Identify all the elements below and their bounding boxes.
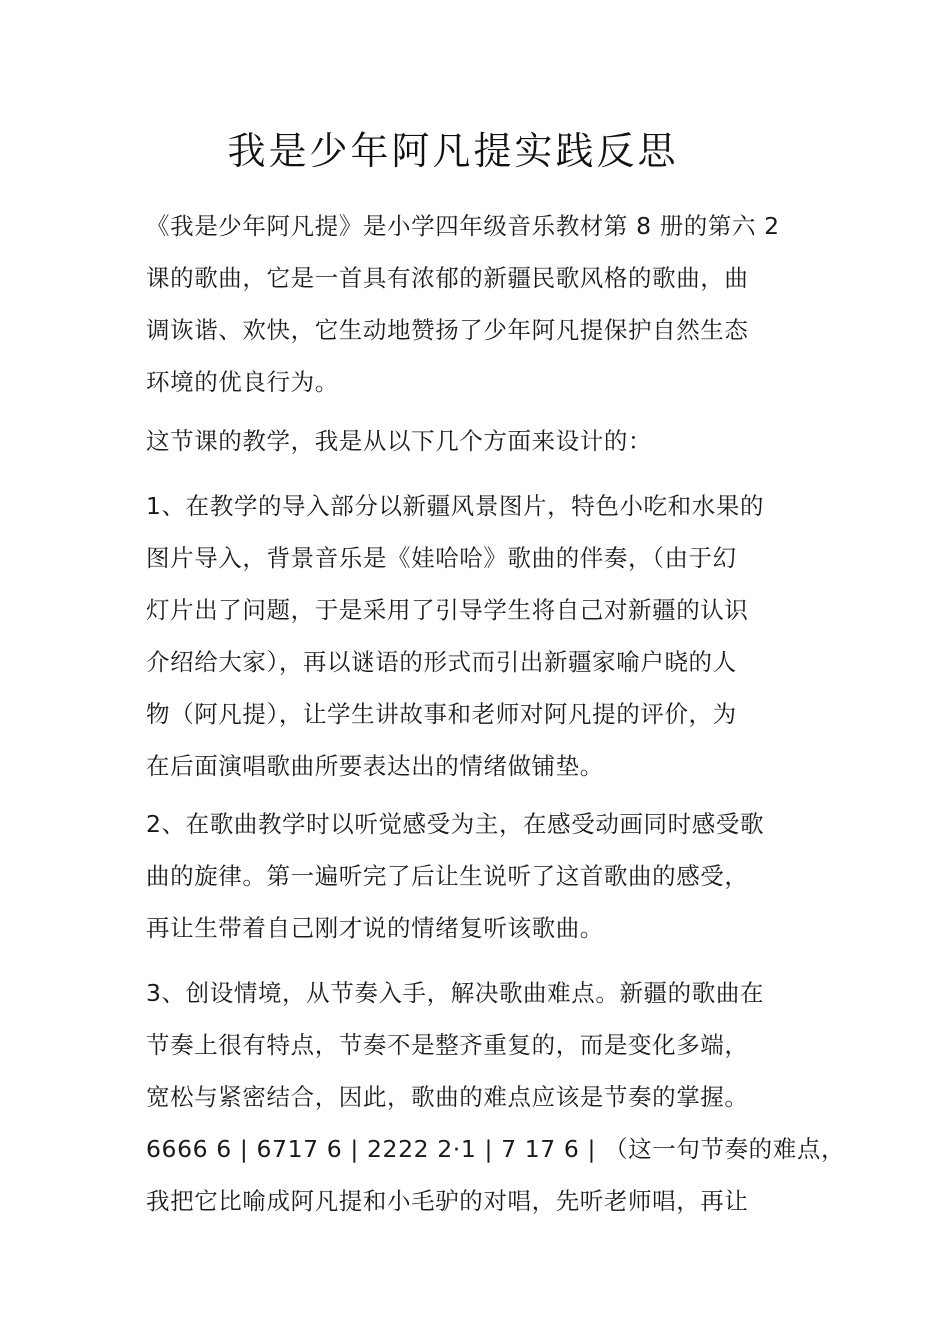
text-line: 物（阿凡提），让学生讲故事和老师对阿凡提的评价，为 xyxy=(146,700,737,728)
text-line: 1、在教学的导入部分以新疆风景图片，特色小吃和水果的 xyxy=(146,492,765,520)
text-line: 节奏上很有特点，节奏不是整齐重复的，而是变化多端， xyxy=(146,1031,749,1059)
text-line: 这节课的教学，我是从以下几个方面来设计的： xyxy=(146,427,653,455)
document-title: 我是少年阿凡提实践反思 xyxy=(227,129,679,173)
text-line: 再让生带着自己刚才说的情绪复听该歌曲。 xyxy=(146,914,604,942)
text-line: 在后面演唱歌曲所要表达出的情绪做铺垫。 xyxy=(146,752,604,780)
paragraph-design-overview xyxy=(146,415,816,467)
text-line: 3、创设情境，从节奏入手，解决歌曲难点。新疆的歌曲在 xyxy=(146,979,765,1007)
text-line: 6666 6 | 6717 6 | 2222 2·1 | 7 17 6 | （这一句节奏的难点， xyxy=(146,1135,846,1163)
text-line: 我把它比喻成阿凡提和小毛驴的对唱，先听老师唱，再让 xyxy=(146,1187,749,1215)
text-line: 曲的旋律。第一遍听完了后让生说听了这首歌曲的感受， xyxy=(146,862,749,890)
text-line: 2、在歌曲教学时以听觉感受为主，在感受动画同时感受歌 xyxy=(146,810,765,838)
paragraph-intro xyxy=(146,200,816,408)
text-line: 介绍给大家），再以谜语的形式而引出新疆家喻户晓的人 xyxy=(146,648,737,676)
text-line: 课的歌曲，它是一首具有浓郁的新疆民歌风格的歌曲，曲 xyxy=(146,264,749,292)
text-line: 灯片出了问题，于是采用了引导学生将自己对新疆的认识 xyxy=(146,596,749,624)
paragraph-point-1 xyxy=(146,480,816,792)
paragraph-point-2 xyxy=(146,798,816,954)
text-line: 《我是少年阿凡提》是小学四年级音乐教材第 8 册的第六 2 xyxy=(146,212,780,240)
text-line: 调诙谐、欢快，它生动地赞扬了少年阿凡提保护自然生态 xyxy=(146,316,749,344)
text-line: 图片导入，背景音乐是《娃哈哈》歌曲的伴奏，（由于幻 xyxy=(146,544,737,572)
text-line: 环境的优良行为。 xyxy=(146,368,339,396)
text-line: 宽松与紧密结合，因此，歌曲的难点应该是节奏的掌握。 xyxy=(146,1083,749,1111)
paragraph-point-3 xyxy=(146,967,846,1227)
